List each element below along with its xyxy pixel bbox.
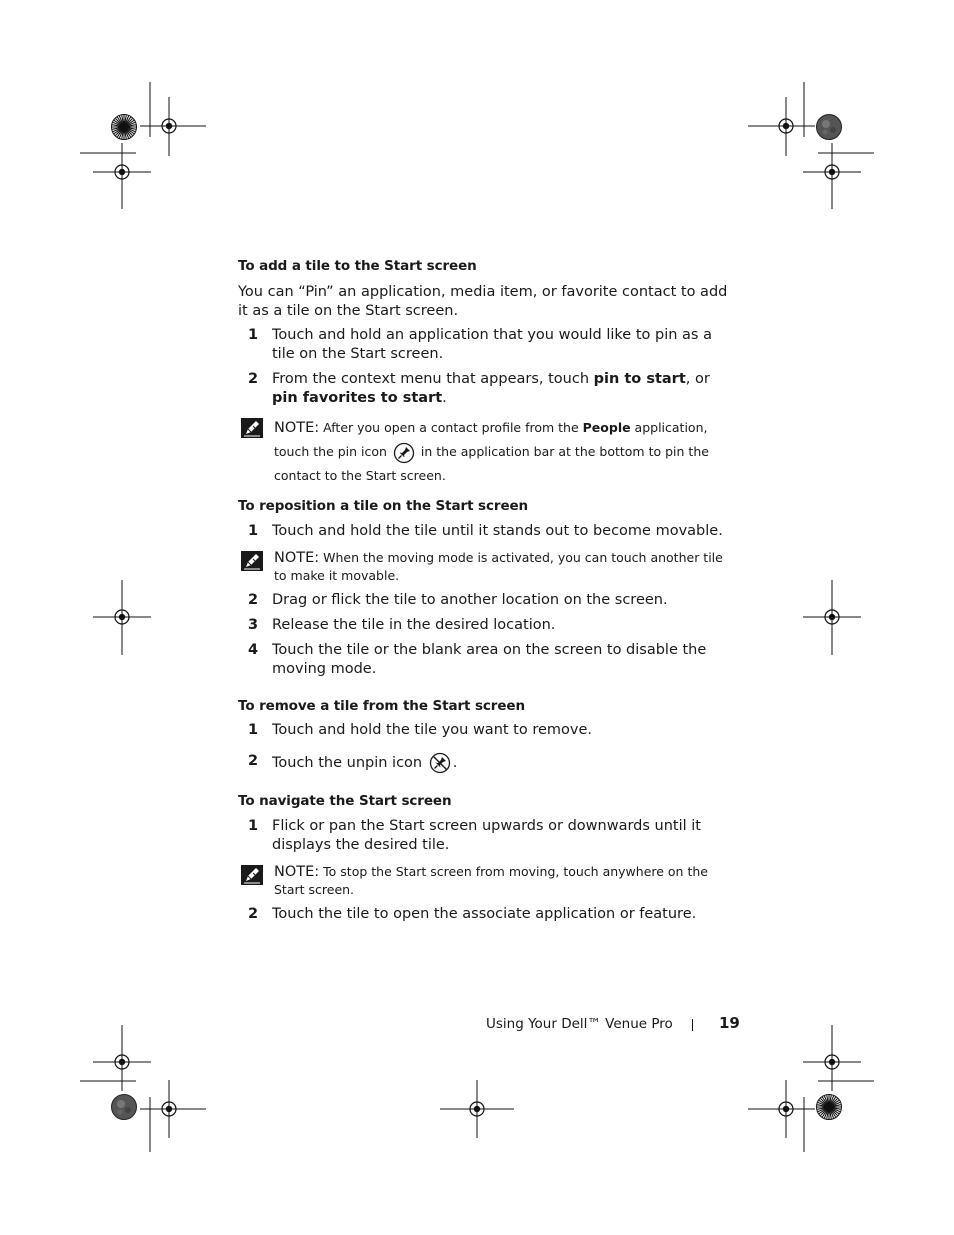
step-number: 4 xyxy=(248,642,259,658)
step-text: Touch and hold the tile until it stands out to become movable. xyxy=(272,523,723,539)
step-number: 1 xyxy=(248,327,259,343)
pencil-icon xyxy=(241,551,263,571)
pencil-icon xyxy=(241,865,263,885)
step-number: 1 xyxy=(248,523,259,539)
pin-favorites-label: pin favorites to start xyxy=(272,390,443,406)
pin-to-start-label: pin to start xyxy=(593,371,686,387)
section-heading-remove-tile: To remove a tile from the Start screen xyxy=(238,698,525,714)
section-intro-add-tile: You can “Pin” an application, media item, or favorite contact to add it as a tile on the Start screen. xyxy=(238,284,728,319)
section-heading-add-tile: To add a tile to the Start screen xyxy=(238,258,477,274)
step-number: 2 xyxy=(248,906,259,922)
step-text: Touch the tile or the blank area on the screen to disable the moving mode. xyxy=(272,642,707,677)
step-number: 2 xyxy=(248,371,259,387)
pin-icon xyxy=(393,442,415,464)
pencil-icon xyxy=(241,418,263,438)
footer-divider xyxy=(692,1019,693,1031)
note-text: NOTE: To stop the Start screen from moving, touch anywhere on the Start screen. xyxy=(274,864,708,897)
section-heading-navigate: To navigate the Start screen xyxy=(238,793,452,809)
note-label: NOTE: xyxy=(274,550,320,566)
page-number: 19 xyxy=(719,1014,740,1032)
step-text: Touch and hold the tile you want to remove. xyxy=(272,722,593,738)
step-number: 2 xyxy=(248,592,259,608)
note-label: NOTE: xyxy=(274,864,320,880)
note-label: NOTE: xyxy=(274,420,320,436)
step-text: Flick or pan the Start screen upwards or downwards until it displays the desired tile. xyxy=(272,818,701,853)
step-number: 1 xyxy=(248,818,259,834)
step-number: 1 xyxy=(248,722,259,738)
step-text: Drag or flick the tile to another location on the screen. xyxy=(272,592,668,608)
step-text: From the context menu that appears, touch pin to start, or pin favorites to start. xyxy=(272,371,710,406)
running-footer-title: Using Your Dell™ Venue Pro xyxy=(486,1016,673,1032)
unpin-icon xyxy=(429,752,451,774)
step-number: 3 xyxy=(248,617,259,633)
section-heading-reposition-tile: To reposition a tile on the Start screen xyxy=(238,498,529,514)
people-app-label: People xyxy=(582,420,631,435)
step-number: 2 xyxy=(248,753,259,769)
step-text: Release the tile in the desired location. xyxy=(272,617,556,633)
step-text: Touch the tile to open the associate application or feature. xyxy=(272,906,697,922)
note-text: NOTE: When the moving mode is activated, you can touch another tile to make it movable. xyxy=(274,550,723,583)
step-text: Touch and hold an application that you would like to pin as a tile on the Start screen. xyxy=(272,327,712,362)
note-text: NOTE: After you open a contact profile from the People application, touch the pin icon in the application bar at the bottom to pin the contact to the Start screen. xyxy=(274,420,709,483)
step-text: Touch the unpin icon . xyxy=(272,752,734,774)
